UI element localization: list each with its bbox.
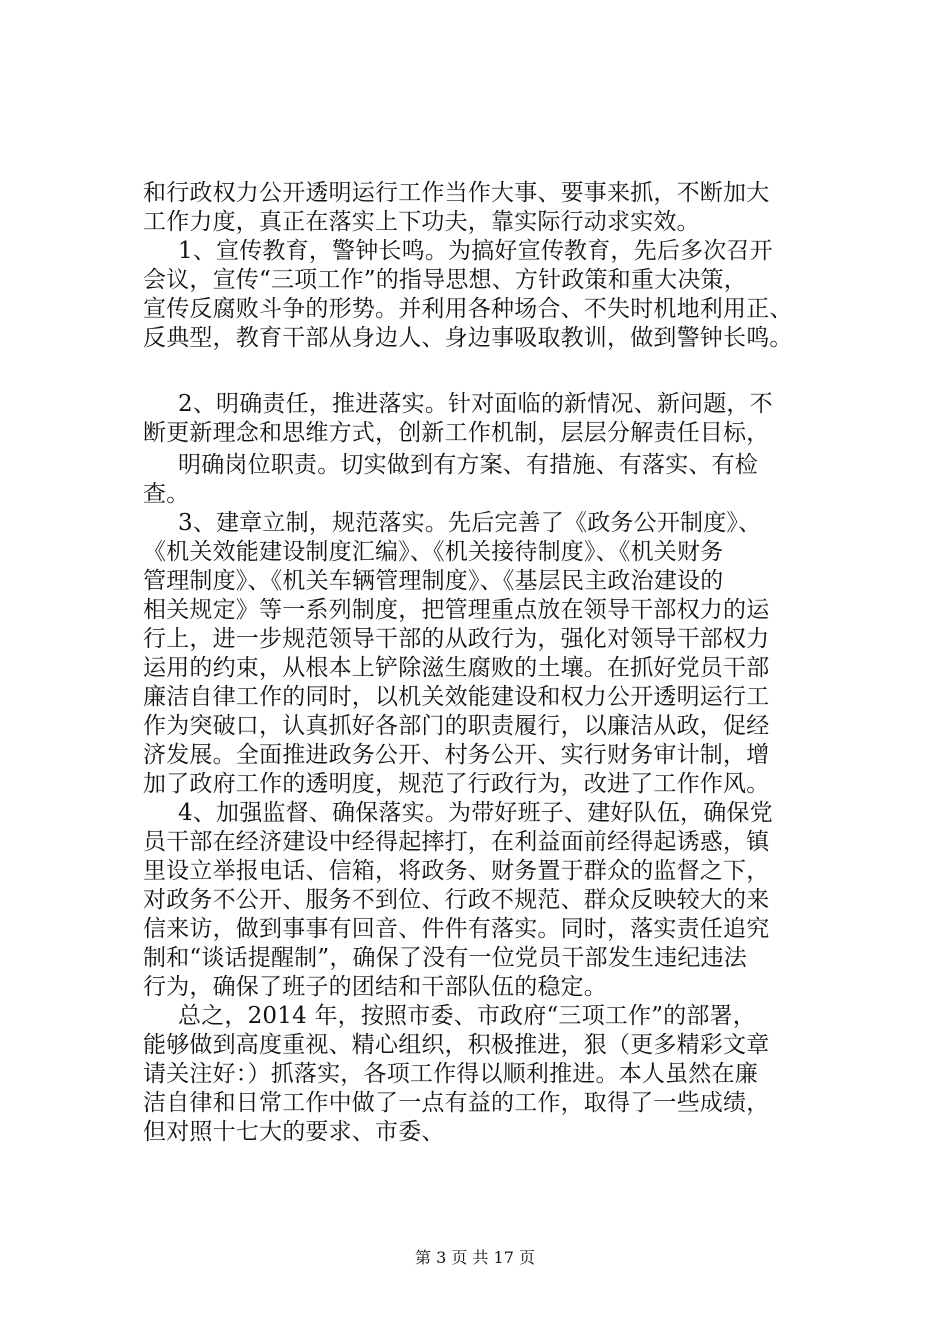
text-line: 运用的约束，从根本上铲除滋生腐败的土壤。在抓好党员干部: [143, 655, 770, 681]
text-line: 行为，确保了班子的团结和干部队伍的稳定。: [143, 974, 607, 1000]
text-line: 相关规定》等一系列制度，把管理重点放在领导干部权力的运: [143, 597, 770, 623]
text-line-indented: 明确岗位职责。切实做到有方案、有措施、有落实、有检: [178, 452, 758, 478]
text-line: 反典型，教育干部从身边人、身边事吸取教训，做到警钟长鸣。: [143, 325, 793, 351]
text-line: 对政务不公开、服务不到位、行政不规范、群众反映较大的来: [143, 887, 770, 913]
text-line: 宣传反腐败斗争的形势。并利用各种场合、不失时机地利用正、: [143, 296, 793, 322]
text-line: 工作力度，真正在落实上下功夫，靠实际行动求实效。: [143, 209, 700, 235]
paragraph-4-start: 4、加强监督、确保落实。为带好班子、建好队伍，确保党: [178, 800, 773, 826]
paragraph-2-start: 2、明确责任，推进落实。针对面临的新情况、新问题，不: [178, 391, 773, 417]
text-line: 廉洁自律工作的同时，以机关效能建设和权力公开透明运行工: [143, 684, 770, 710]
text-line: 信来访，做到事事有回音、件件有落实。同时，落实责任追究: [143, 916, 770, 942]
text-line: 会议，宣传“三项工作”的指导思想、方针政策和重大决策，: [143, 267, 747, 293]
text-line: 里设立举报电话、信箱，将政务、财务置于群众的监督之下，: [143, 858, 770, 884]
text-line: 管理制度》、《机关车辆管理制度》、《基层民主政治建设的: [143, 568, 724, 594]
text-line: 制和“谈话提醒制”，确保了没有一位党员干部发生违纪违法: [143, 945, 747, 971]
text-line: 洁自律和日常工作中做了一点有益的工作，取得了一些成绩，: [143, 1090, 770, 1116]
text-line: 查。: [143, 481, 190, 507]
text-line: 行上，进一步规范领导干部的从政行为，强化对领导干部权力: [143, 626, 770, 652]
paragraph-5-start: 总之，2014 年，按照市委、市政府“三项工作”的部署，: [178, 1003, 756, 1029]
paragraph-3-start: 3、建章立制，规范落实。先后完善了《政务公开制度》、: [178, 510, 762, 536]
text-line: 请关注好：）抓落实，各项工作得以顺利推进。本人虽然在廉: [143, 1061, 758, 1087]
text-line: 济发展。全面推进政务公开、村务公开、实行财务审计制，增: [143, 742, 770, 768]
text-line: 加了政府工作的透明度，规范了行政行为，改进了工作作风。: [143, 771, 770, 797]
text-line: 《机关效能建设制度汇编》、《机关接待制度》、《机关财务: [143, 539, 724, 565]
text-line: 断更新理念和思维方式，创新工作机制，层层分解责任目标，: [143, 420, 770, 446]
paragraph-1-start: 1、宣传教育，警钟长鸣。为搞好宣传教育，先后多次召开: [178, 238, 773, 264]
page-number-footer: 第 3 页 共 17 页: [415, 1248, 535, 1267]
text-line: 但对照十七大的要求、市委、: [143, 1119, 445, 1145]
text-line: 作为突破口，认真抓好各部门的职责履行，以廉洁从政，促经: [143, 713, 770, 739]
text-line: 能够做到高度重视、精心组织，积极推进，狠（更多精彩文章: [143, 1032, 770, 1058]
text-line: 和行政权力公开透明运行工作当作大事、要事来抓，不断加大: [143, 180, 770, 206]
text-line: 员干部在经济建设中经得起摔打，在利益面前经得起诱惑，镇: [143, 829, 770, 855]
